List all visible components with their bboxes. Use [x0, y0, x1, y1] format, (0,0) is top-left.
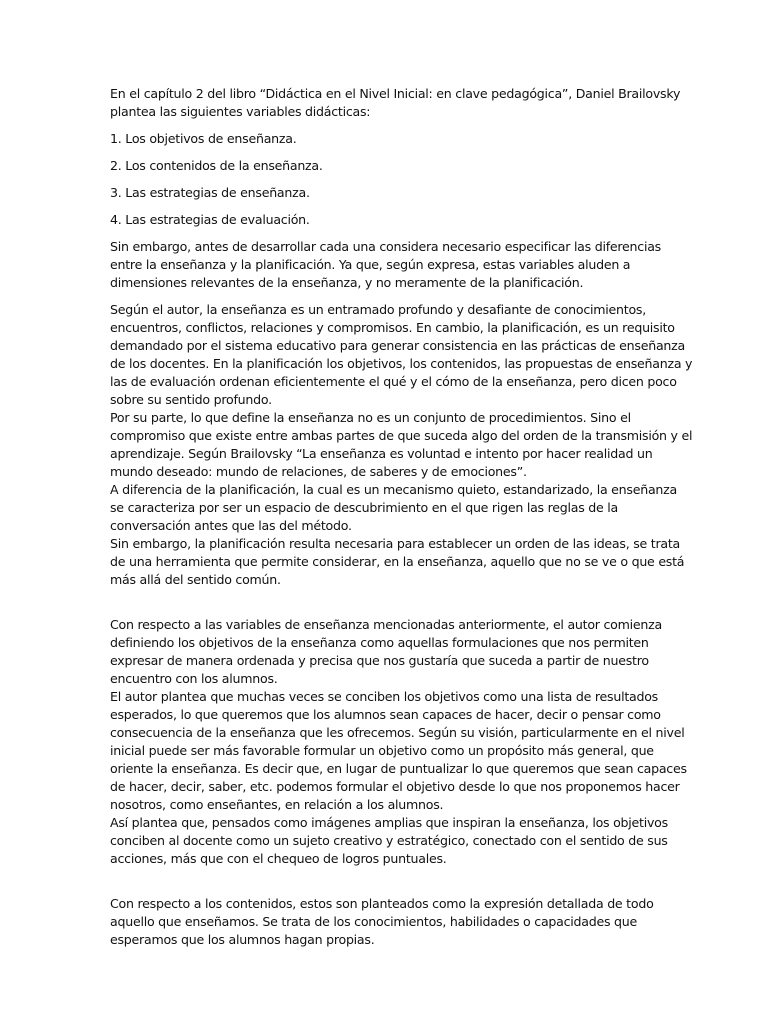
- text-line: Con respecto a los contenidos, estos son planteados como la expresión detallada de todo: [110, 896, 654, 911]
- text-line: definiendo los objetivos de la enseñanza como aquellas formulaciones que nos permiten: [110, 635, 649, 650]
- text-line: entre la enseñanza y la planificación. Ya que, según expresa, estas variables aluden a: [110, 257, 631, 272]
- text-line: las de evaluación ordenan eficientemente el qué y el cómo de la enseñanza, pero dicen poco: [110, 374, 677, 389]
- text-line: inicial puede ser más favorable formular un objetivo como un propósito más general, que: [110, 743, 654, 758]
- text-line: Así plantea que, pensados como imágenes amplias que inspiran la enseñanza, los objetivos: [110, 815, 668, 830]
- text-line: acciones, más que con el chequeo de logros puntuales.: [110, 851, 447, 866]
- text-line: de hacer, decir, saber, etc. podemos formular el objetivo desde lo que nos proponemos hacer: [110, 779, 680, 794]
- text-line: conversación antes que las del método.: [110, 518, 352, 533]
- document-page: [110, 85, 693, 958]
- text-line: compromiso que existe entre ambas partes de que suceda algo del orden de la transmisión y el: [110, 428, 693, 443]
- text-line: Por su parte, lo que define la enseñanza no es un conjunto de procedimientos. Sino el: [110, 410, 631, 425]
- variables-list: [110, 130, 660, 229]
- text-line: expresar de manera ordenada y precisa que nos gustaría que suceda a partir de nuestro: [110, 653, 649, 668]
- text-line: sobre su sentido profundo.: [110, 392, 272, 407]
- list-item: 4. Las estrategias de evaluación.: [110, 212, 310, 227]
- text-line: Sin embargo, antes de desarrollar cada una considera necesario especificar las diferencias: [110, 239, 661, 254]
- text-line: conciben al docente como un sujeto creativo y estratégico, conectado con el sentido de sus: [110, 833, 668, 848]
- text-line: de una herramienta que permite considerar, en la enseñanza, aquello que no se ve o que está: [110, 554, 685, 569]
- text-line: El autor plantea que muchas veces se conciben los objetivos como una lista de resultados: [110, 689, 658, 704]
- body-paragraph-teaching-vs-planning: [110, 301, 693, 589]
- text-line: más allá del sentido común.: [110, 572, 281, 587]
- body-paragraph-differences: [110, 238, 660, 292]
- text-line: consecuencia de la enseñanza que les ofrecemos. Según su visión, particularmente en el nivel: [110, 725, 685, 740]
- text-line: esperados, lo que queremos que los alumnos sean capaces de hacer, decir o pensar como: [110, 707, 661, 722]
- text-line: encuentro con los alumnos.: [110, 671, 278, 686]
- text-line: Sin embargo, la planificación resulta necesaria para establecer un orden de las ideas, se trata: [110, 536, 681, 551]
- text-line: de los docentes. En la planificación los objetivos, los contenidos, las propuestas de enseñanza y: [110, 356, 693, 371]
- list-item: 3. Las estrategias de enseñanza.: [110, 185, 310, 200]
- list-item: 1. Los objetivos de enseñanza.: [110, 131, 297, 146]
- text-line: mundo deseado: mundo de relaciones, de saberes y de emociones”.: [110, 464, 527, 479]
- list-item: 2. Los contenidos de la enseñanza.: [110, 158, 323, 173]
- text-line: demandado por el sistema educativo para generar consistencia en las prácticas de enseñanza: [110, 338, 685, 353]
- text-line: esperamos que los alumnos hagan propias.: [110, 932, 375, 947]
- text-line: oriente la enseñanza. Es decir que, en lugar de puntualizar lo que queremos que sean capaces: [110, 761, 687, 776]
- text-line: plantea las siguientes variables didácticas:: [110, 104, 371, 119]
- paragraph-gap: [110, 598, 660, 616]
- text-line: nosotros, como enseñantes, en relación a los alumnos.: [110, 797, 444, 812]
- text-line: aprendizaje. Según Brailovsky “La enseñanza es voluntad e intento por hacer realidad un: [110, 446, 653, 461]
- text-line: Según el autor, la enseñanza es un entramado profundo y desafiante de conocimientos,: [110, 302, 646, 317]
- text-line: encuentros, conflictos, relaciones y compromisos. En cambio, la planificación, es un requisito: [110, 320, 675, 335]
- text-line: En el capítulo 2 del libro “Didáctica en el Nivel Inicial: en clave pedagógica”, Daniel Brailovsky: [110, 86, 681, 101]
- intro-paragraph: [110, 85, 681, 121]
- body-paragraph-contents: [110, 895, 660, 949]
- text-line: A diferencia de la planificación, la cual es un mecanismo quieto, estandarizado, la enseñanza: [110, 482, 677, 497]
- text-line: se caracteriza por ser un espacio de descubrimiento en el que rigen las reglas de la: [110, 500, 619, 515]
- text-line: Con respecto a las variables de enseñanza mencionadas anteriormente, el autor comienza: [110, 617, 662, 632]
- text-line: dimensiones relevantes de la enseñanza, y no meramente de la planificación.: [110, 275, 584, 290]
- text-line: aquello que enseñamos. Se trata de los conocimientos, habilidades o capacidades que: [110, 914, 638, 929]
- paragraph-gap: [110, 877, 660, 895]
- body-paragraph-objectives: [110, 616, 687, 868]
